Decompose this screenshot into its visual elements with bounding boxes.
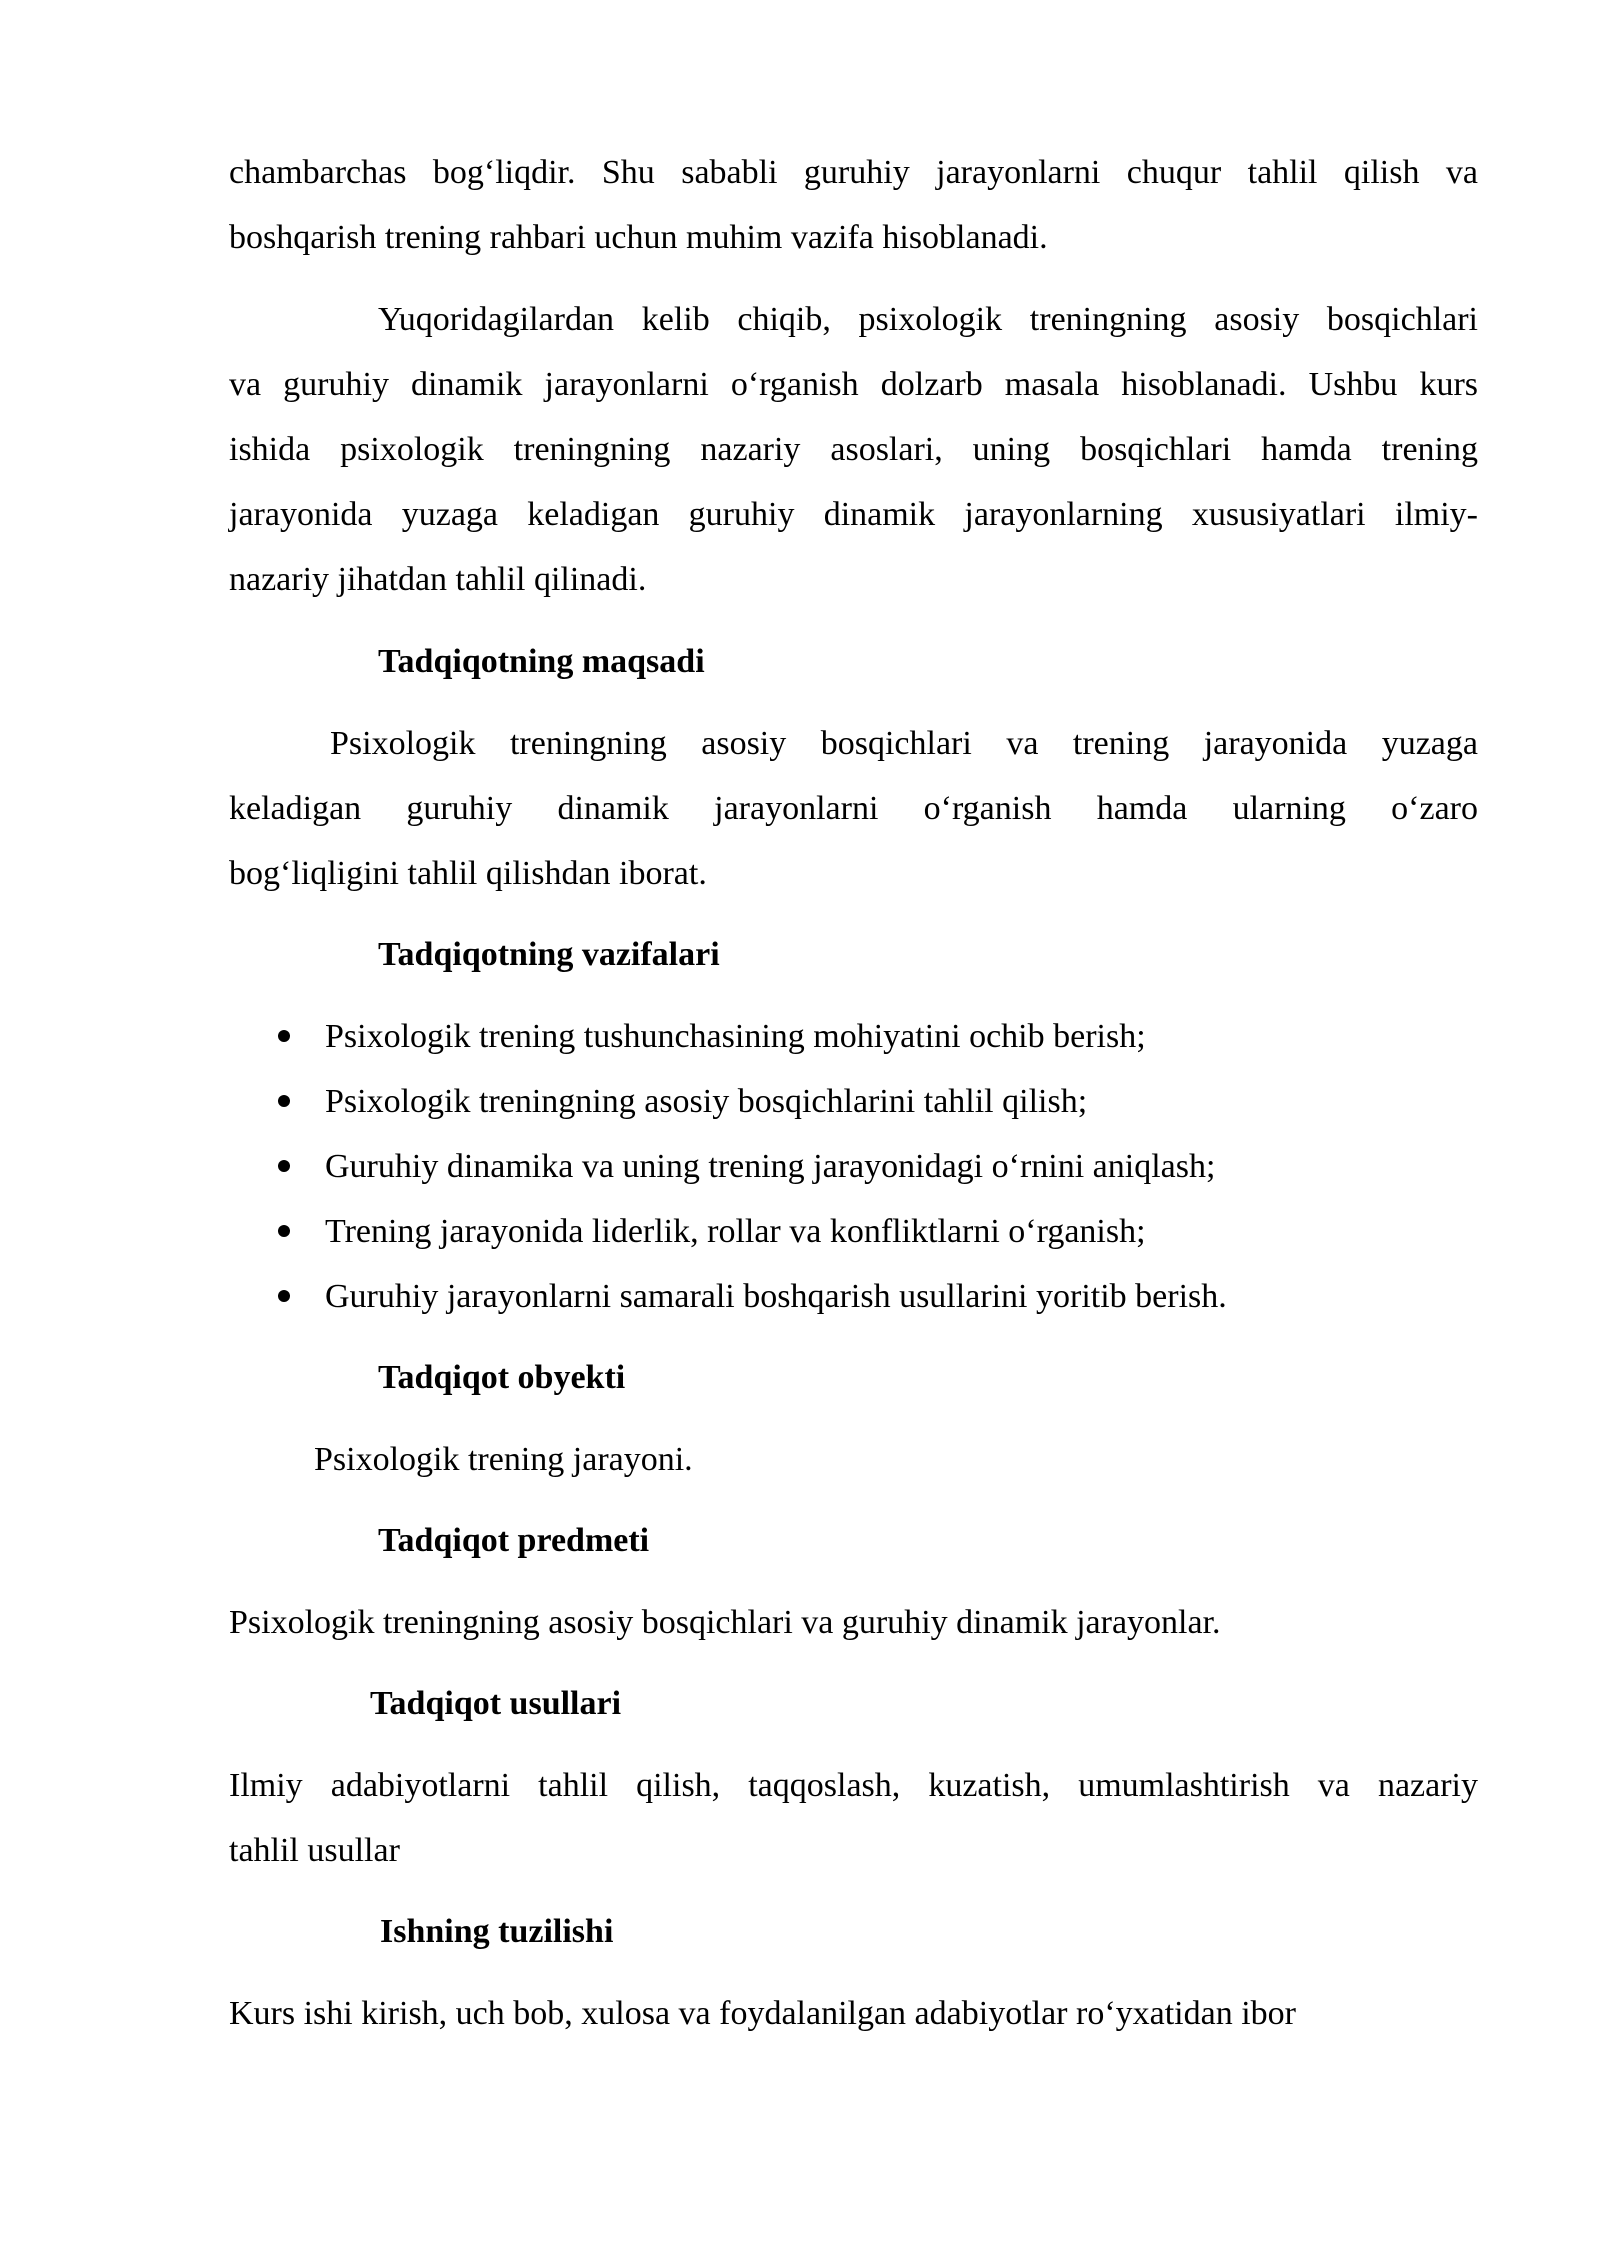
section-heading-maqsad: Tadqiqotning maqsadi <box>378 643 705 680</box>
section-heading-tuzilish: Ishning tuzilishi <box>380 1913 614 1950</box>
list-item-text: Guruhiy dinamika va uning trening jarayonidagi o‘rnini aniqlash; <box>325 1148 1216 1185</box>
paragraph-line: Psixologik treningning asosiy bosqichlari va guruhiy dinamik jarayonlar. <box>229 1604 1221 1641</box>
section-heading-predmet: Tadqiqot predmeti <box>378 1522 650 1559</box>
paragraph-line: chambarchas bog‘liqdir. Shu sababli guruhiy jarayonlarni chuqur tahlil qilish va <box>229 154 1478 191</box>
list-item-text: Guruhiy jarayonlarni samarali boshqarish usullarini yoritib berish. <box>325 1278 1227 1315</box>
paragraph-line: bog‘liqligini tahlil qilishdan iborat. <box>229 855 707 892</box>
paragraph-line: Ilmiy adabiyotlarni tahlil qilish, taqqoslash, kuzatish, umumlashtirish va nazariy <box>229 1767 1478 1804</box>
list-item-text: Psixologik treningning asosiy bosqichlarini tahlil qilish; <box>325 1083 1088 1120</box>
paragraph-line: Yuqoridagilardan kelib chiqib, psixologik treningning asosiy bosqichlari <box>378 301 1478 338</box>
bullet-icon <box>278 1030 290 1042</box>
paragraph-line: ishida psixologik treningning nazariy asoslari, uning bosqichlari hamda trening <box>229 431 1478 468</box>
bullet-icon <box>278 1095 290 1107</box>
bullet-icon <box>278 1225 290 1237</box>
paragraph-line: Kurs ishi kirish, uch bob, xulosa va foydalanilgan adabiyotlar ro‘yxatidan ibor <box>229 1995 1296 2032</box>
paragraph-line: va guruhiy dinamik jarayonlarni o‘rganish dolzarb masala hisoblanadi. Ushbu kurs <box>229 366 1478 403</box>
section-heading-vazifalar: Tadqiqotning vazifalari <box>378 936 720 973</box>
paragraph-line: nazariy jihatdan tahlil qilinadi. <box>229 561 647 598</box>
paragraph-line: Psixologik treningning asosiy bosqichlari va trening jarayonida yuzaga <box>330 725 1478 762</box>
bullet-icon <box>278 1290 290 1302</box>
section-heading-usullar: Tadqiqot usullari <box>370 1685 622 1722</box>
list-item-text: Psixologik trening tushunchasining mohiyatini ochib berish; <box>325 1018 1146 1055</box>
paragraph-line: tahlil usullar <box>229 1832 400 1869</box>
paragraph-line: Psixologik trening jarayoni. <box>314 1441 693 1478</box>
paragraph-line: keladigan guruhiy dinamik jarayonlarni o‘rganish hamda ularning o‘zaro <box>229 790 1478 827</box>
paragraph-line: jarayonida yuzaga keladigan guruhiy dinamik jarayonlarning xususiyatlari ilmiy- <box>229 496 1478 533</box>
section-heading-obyekt: Tadqiqot obyekti <box>378 1359 626 1396</box>
bullet-icon <box>278 1160 290 1172</box>
list-item-text: Trening jarayonida liderlik, rollar va konfliktlarni o‘rganish; <box>325 1213 1146 1250</box>
paragraph-line: boshqarish trening rahbari uchun muhim vazifa hisoblanadi. <box>229 219 1048 256</box>
